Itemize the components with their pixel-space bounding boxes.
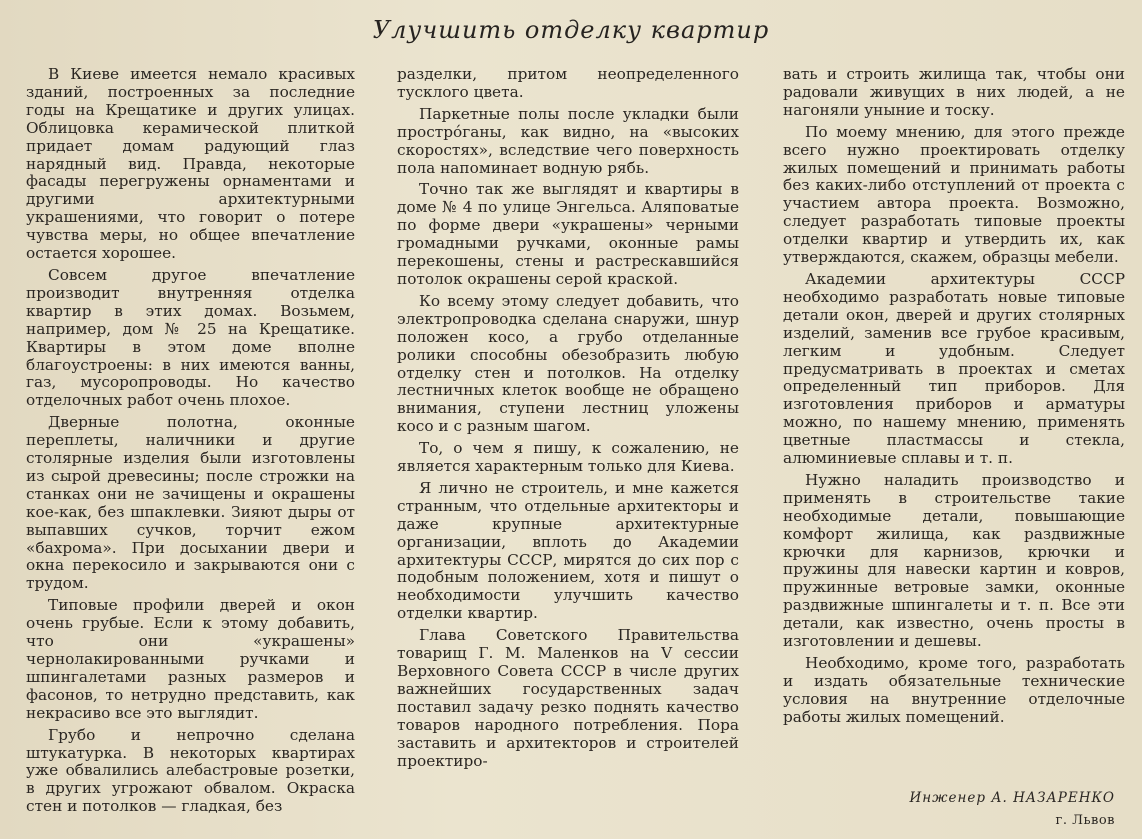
paragraph: В Киеве имеется немало красивых зданий, построенных за последние годы на Крещатике и других улицах. Облицовка керамической плиткой придает домам радующий глаз нарядный вид. Правда, некоторые фасады перегружены орнаментами и другими архитектурными украшениями, что говорит о потере чувства меры, но общее впечатление остается хорошее. xyxy=(26,65,355,263)
author-city: г. Львов xyxy=(1055,813,1115,828)
paragraph: разделки, притом неопределенного тусклого цвета. xyxy=(397,65,739,101)
paragraph: Типовые профили дверей и окон очень грубые. Если к этому добавить, что они «украшены» чернолакированными ручками и шпингалетами разных размеров и фасонов, то нетрудно представить, как некрасиво все это выглядит. xyxy=(26,596,355,722)
paragraph: По моему мнению, для этого прежде всего нужно проектировать отделку жилых помещений и принимать работы без каких-либо отступлений от проекта с участием автора проекта. Возможно, следует разработать типовые проекты отделки квартир и утвердить их, как утверждаются, скажем, образцы мебели. xyxy=(783,122,1125,267)
article-title: Улучшить отделку квартир xyxy=(372,16,770,44)
paragraph: Ко всему этому следует добавить, что электропроводка сделана снаружи, шнур положен косо, а грубо отделанные ролики способны обезобразить любую отделку стен и потолков. На отделку лестничных клеток вообще не обращено внимания, ступени лестниц уложены косо и с разным шагом. xyxy=(397,291,739,436)
paragraph: Дверные полотна, оконные переплеты, наличники и другие столярные изделия были изготовлены из сырой древесины; после строжки на станках они не зачищены и окрашены кое-как, без шпаклевки. Зияют дыры от выпавших сучков, торчит ежом «бахрома». При досыхании двери и окна перекосило и закрываются они с трудом. xyxy=(26,413,355,593)
paragraph: Глава Советского Правительства товарищ Г. М. Маленков на V сессии Верховного Совета СССР в числе других важнейших государственных задач поставил задачу резко поднять качество товаров народного потребления. Пора заставить и архитекторов и строителей проектиро- xyxy=(397,626,739,770)
column-3 xyxy=(783,66,1125,731)
column-1 xyxy=(26,66,355,820)
paragraph: То, о чем я пишу, к сожалению, не является характерным только для Киева. xyxy=(397,439,739,476)
paragraph: Точно так же выглядят и квартиры в доме № 4 по улице Энгельса. Аляповатые по форме двери «украшены» черными громадными ручками, оконные рамы перекошены, стены и растрескавшийся потолок окрашены серой краской. xyxy=(397,180,739,288)
column-2 xyxy=(397,66,739,774)
paragraph: Академии архитектуры СССР необходимо разработать новые типовые детали окон, дверей и других столярных изделий, заменив все грубое красивым, легким и удобным. Следует предусматривать в проектах и сметах определенный тип приборов. Для изготовления приборов и арматуры можно, по нашему мнению, применять цветные пластмассы и стекла, алюминиевые сплавы и т. п. xyxy=(783,269,1125,468)
paragraph: Совсем другое впечатление производит внутренняя отделка квартир в этих домах. Возьмем, например, дом № 25 на Крещатике. Квартиры в этом доме вполне благоустроены: в них имеются ванны, газ, мусоропроводы. Но качество отделочных работ очень плохое. xyxy=(26,265,355,410)
paragraph: Необходимо, кроме того, разработать и издать обязательные технические условия на внутренние отделочные работы жилых помещений. xyxy=(783,654,1125,726)
paragraph: вать и строить жилища так, чтобы они радовали живущих в них людей, а не нагоняли уныние и тоску. xyxy=(783,65,1125,119)
paragraph: Нужно наладить производство и применять в строительстве такие необходимые детали, повышающие комфорт жилища, как раздвижные крючки для карнизов, крючки и пружины для навески картин и ковров, пружинные ветровые замки, оконные раздвижные шпингалеты и т. п. Все эти детали, как известно, очень просты в изготовлении и дешевы. xyxy=(783,470,1125,651)
paragraph: Грубо и непрочно сделана штукатурка. В некоторых квартирах уже обвалились алебастровые розетки, в других угрожают обвалом. Окраска стен и потолков — гладкая, без xyxy=(26,725,355,816)
paragraph: Паркетные полы после укладки были прострóганы, как видно, на «высоких скоростях», вследствие чего поверхность пола напоминает водную рябь. xyxy=(397,104,739,177)
paragraph: Я лично не строитель, и мне кажется странным, что отдельные архитекторы и даже крупные архитектурные организации, вплоть до Академии архитектуры СССР, мирятся до сих пор с подобным положением, хотя и пишут о необходимости улучшить качество отделки квартир. xyxy=(397,478,739,623)
author-signature: Инженер А. НАЗАРЕНКО xyxy=(909,790,1115,806)
